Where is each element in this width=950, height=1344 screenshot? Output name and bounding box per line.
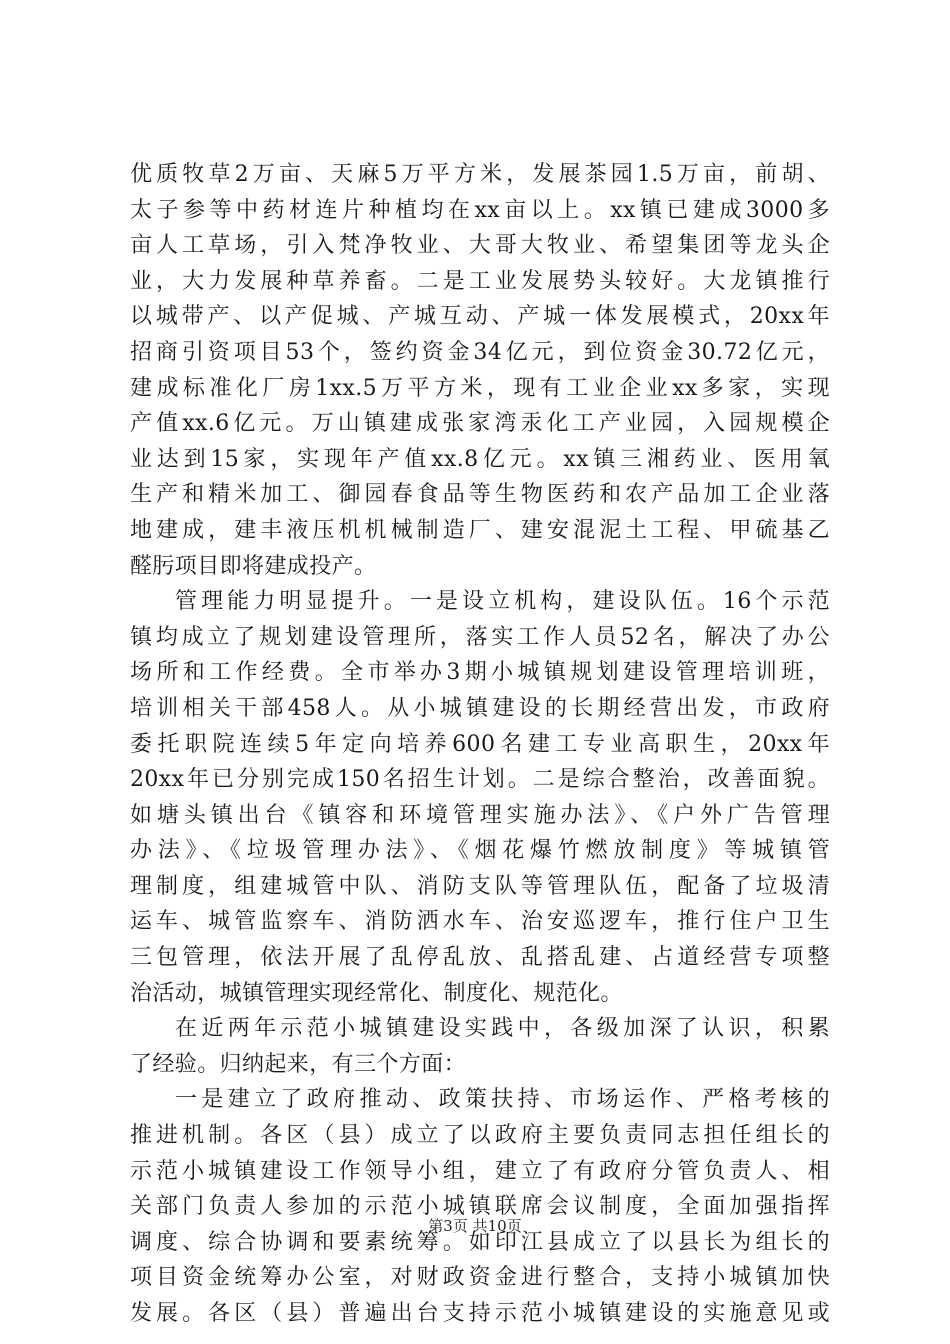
text-line: 推进机制。各区（县）成立了以政府主要负责同志担任组长的 — [130, 1123, 830, 1149]
text-line: 运车、城管监察车、消防洒水车、治安巡逻车，推行住户卫生 — [130, 909, 830, 935]
text-line: 办法》、《垃圾管理办法》、《烟花爆竹燃放制度》等城镇管 — [130, 838, 830, 864]
text-line: 20xx年已分别完成150名招生计划。二是综合整治，改善面貌。 — [130, 767, 830, 793]
page-number-footer: 第3页 共10页 — [428, 1217, 522, 1235]
text-line: 管理能力明显提升。一是设立机构，建设队伍。16个示范 — [175, 589, 830, 615]
document-body — [130, 157, 830, 1332]
text-line: 示范小城镇建设工作领导小组，建立了有政府分管负责人、相 — [130, 1158, 830, 1184]
text-line: 建成标准化厂房1xx.5万平方米，现有工业企业xx多家，实现 — [130, 375, 830, 401]
text-line: 镇均成立了规划建设管理所，落实工作人员52名，解决了办公 — [130, 624, 830, 650]
text-line: 太子参等中药材连片种植均在xx亩以上。xx镇已建成3000多 — [130, 197, 830, 223]
text-line: 一是建立了政府推动、政策扶持、市场运作、严格考核的 — [175, 1087, 830, 1113]
text-line: 治活动，城镇管理实现经常化、制度化、规范化。 — [130, 980, 623, 1006]
text-line: 亩人工草场，引入梵净牧业、大哥大牧业、希望集团等龙头企 — [130, 233, 830, 259]
text-line: 关部门负责人参加的示范小城镇联席会议制度，全面加强指挥 — [130, 1194, 830, 1220]
text-line: 在近两年示范小城镇建设实践中，各级加深了认识，积累 — [175, 1016, 830, 1042]
text-line: 如塘头镇出台《镇容和环境管理实施办法》、《户外广告管理 — [130, 802, 830, 828]
text-line: 产值xx.6亿元。万山镇建成张家湾汞化工产业园，入园规模企 — [130, 411, 830, 437]
text-line: 生产和精米加工、御园春食品等生物医药和农产品加工企业落 — [130, 482, 830, 508]
text-line: 了经验。归纳起来，有三个方面： — [130, 1051, 467, 1077]
text-line: 醛肟项目即将建成投产。 — [130, 553, 377, 579]
text-line: 场所和工作经费。全市举办3期小城镇规划建设管理培训班， — [130, 660, 830, 686]
text-line: 以城带产、以产促城、产城互动、产城一体发展模式，20xx年 — [130, 304, 830, 330]
text-line: 招商引资项目53个，签约资金34亿元，到位资金30.72亿元， — [130, 339, 830, 365]
text-line: 三包管理，依法开展了乱停乱放、乱搭乱建、占道经营专项整 — [130, 945, 830, 971]
text-line: 理制度，组建城管中队、消防支队等管理队伍，配备了垃圾清 — [130, 873, 830, 899]
text-line: 委托职院连续5年定向培养600名建工专业高职生，20xx年 — [130, 731, 830, 757]
text-line: 业达到15家，实现年产值xx.8亿元。xx镇三湘药业、医用氧 — [130, 446, 830, 472]
text-line: 培训相关干部458人。从小城镇建设的长期经营出发，市政府 — [130, 695, 830, 721]
text-line: 调度、综合协调和要素统筹。如印江县成立了以县长为组长的 — [130, 1229, 830, 1255]
text-line: 发展。各区（县）普遍出台支持示范小城镇建设的实施意见或 — [130, 1301, 830, 1326]
text-line: 优质牧草2万亩、天麻5万平方米，发展茶园1.5万亩，前胡、 — [130, 162, 830, 187]
text-line: 业，大力发展种草养畜。二是工业发展势头较好。大龙镇推行 — [130, 268, 830, 294]
text-line: 项目资金统筹办公室，对财政资金进行整合，支持小城镇加快 — [130, 1265, 830, 1291]
text-line: 地建成，建丰液压机机械制造厂、建安混泥土工程、甲硫基乙 — [130, 517, 830, 543]
